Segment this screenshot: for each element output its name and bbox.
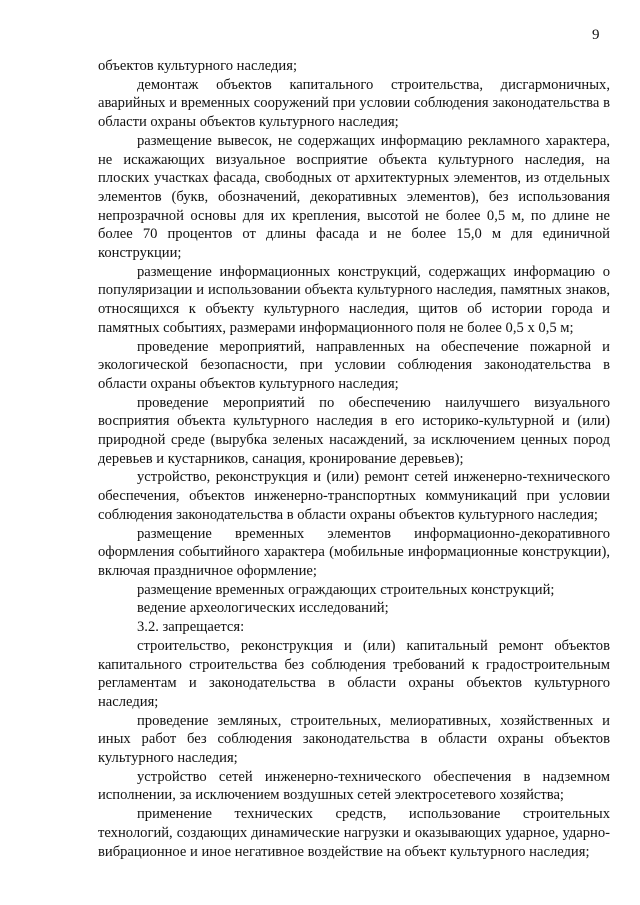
- paragraph-archaeology: ведение археологических исследований;: [137, 600, 389, 617]
- paragraph-construction: строительство, реконструкция и (или) капитальный ремонт объектов капитального строительства без соблюдения требований к градостроительным регламентам и законодательства в области охраны объектов культурного наследия;: [98, 637, 610, 710]
- paragraph-information-structures: размещение информационных конструкций, содержащих информацию о популяризации и использовании объекта культурного наследия, памятных знаков, относящихся к объекту культурного наследия, щитов об истории города и памятных событиях, размерами информационного поля не более 0,5 х 0,5 м;: [98, 263, 610, 336]
- paragraph-visual-perception: проведение мероприятий по обеспечению наилучшего визуального восприятия объекта культурного наследия в его историко-культурной и (или) природной среде (вырубка зеленых насаждений, за исключением ценных пород деревьев и кустарников, санация, кронирование деревьев);: [98, 394, 610, 467]
- paragraph-demolition: демонтаж объектов капитального строительства, дисгармоничных, аварийных и временных сооружений при условии соблюдения законодательства в области охраны объектов культурного наследия;: [98, 76, 610, 131]
- paragraph-overhead-networks: устройство сетей инженерно-технического обеспечения в надземном исполнении, за исключением воздушных сетей электросетевого хозяйства;: [98, 768, 610, 804]
- section-heading-prohibited: 3.2. запрещается:: [137, 619, 245, 636]
- paragraph-signage: размещение вывесок, не содержащих информацию рекламного характера, не искажающих визуальное восприятие объекта культурного наследия, на плоских участках фасада, свободных от архитектурных элементов, из отдельных элементов (букв, обозначений, декоративных элементов), без использования непрозрачной основы для их крепления, высотой не более 0,5 м, по длине не более 70 процентов от длины фасада и не более 15,0 м для единичной конструкции;: [98, 132, 610, 262]
- page-number: 9: [592, 27, 600, 43]
- paragraph-fire-safety: проведение мероприятий, направленных на обеспечение пожарной и экологической безопасности, при условии соблюдения законодательства в области охраны объектов культурного наследия;: [98, 338, 610, 392]
- paragraph-continuation: объектов культурного наследия;: [98, 58, 298, 74]
- paragraph-temporary-fencing: размещение временных ограждающих строительных конструкций;: [137, 581, 555, 598]
- paragraph-engineering-networks: устройство, реконструкция и (или) ремонт сетей инженерно-технического обеспечения, объектов инженерно-транспортных коммуникаций при условии соблюдения законодательства в области охраны объектов культурного наследия;: [98, 469, 610, 523]
- paragraph-temporary-decoration: размещение временных элементов информационно-декоративного оформления событийного характера (мобильные информационные конструкции), включая праздничное оформление;: [98, 525, 610, 579]
- paragraph-earthworks: проведение земляных, строительных, мелиоративных, хозяйственных и иных работ без соблюдения законодательства в области охраны объектов культурного наследия;: [98, 712, 610, 767]
- document-body: [98, 57, 610, 861]
- paragraph-technical-means: применение технических средств, использование строительных технологий, создающих динамические нагрузки и оказывающих ударное, ударно-вибрационное и иное негативное воздействие на объект культурного наследия;: [98, 806, 610, 860]
